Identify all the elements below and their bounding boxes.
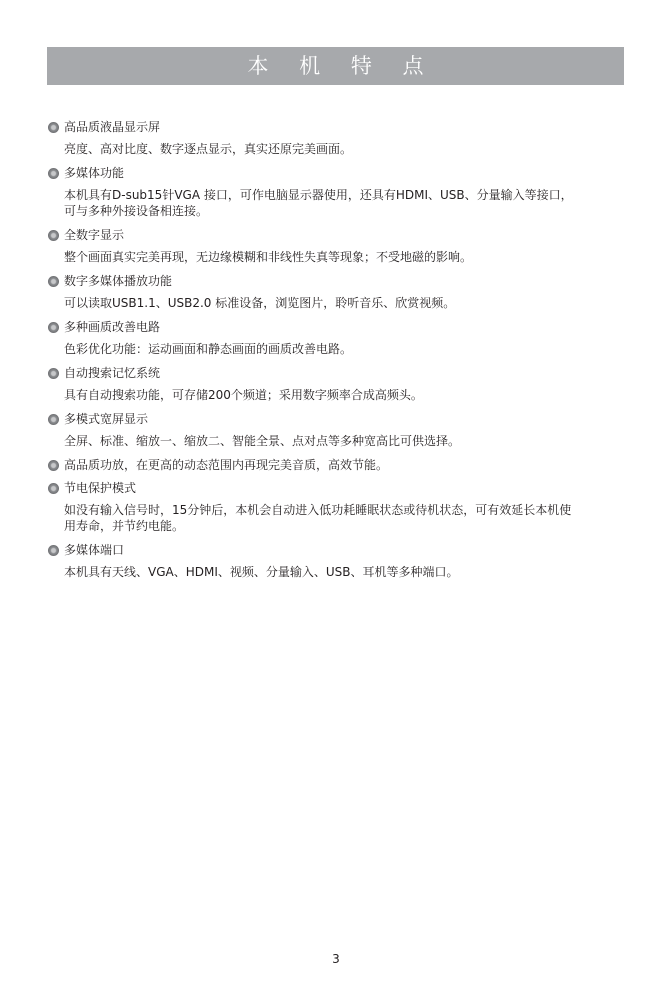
- circle-bullet-icon: [48, 460, 59, 471]
- feature-item: [47, 408, 632, 454]
- feature-item: [47, 224, 632, 270]
- feature-item: [47, 116, 632, 162]
- feature-heading: 自动搜索记忆系统: [64, 366, 161, 380]
- feature-description: 亮度、高对比度、数字逐点显示，真实还原完美画面。: [64, 142, 353, 156]
- feature-item: [47, 362, 632, 408]
- feature-description: 用寿命，并节约电能。: [64, 519, 185, 533]
- circle-bullet-icon: [48, 276, 59, 287]
- feature-item: [47, 454, 632, 477]
- feature-description: 全屏、标准、缩放一、缩放二、智能全景、点对点等多种宽高比可供选择。: [64, 434, 461, 448]
- feature-item: [47, 316, 632, 362]
- feature-description: 可与多种外接设备相连接。: [64, 204, 209, 218]
- feature-description: 可以读取USB1.1、USB2.0 标准设备，浏览图片，聆听音乐、欣赏视频。: [64, 296, 456, 310]
- feature-heading: 多模式宽屏显示: [64, 412, 149, 426]
- page-number: 3: [332, 952, 340, 966]
- feature-heading: 高品质液晶显示屏: [64, 120, 161, 134]
- circle-bullet-icon: [48, 368, 59, 379]
- page-title: 本 机 特 点: [47, 47, 624, 85]
- feature-item: [47, 477, 632, 539]
- circle-bullet-icon: [48, 168, 59, 179]
- feature-description: 本机具有D-sub15针VGA 接口，可作电脑显示器使用，还具有HDMI、USB、分量输入等接口，: [64, 188, 573, 202]
- feature-description: 具有自动搜索功能，可存储200个频道；采用数字频率合成高频头。: [64, 388, 423, 402]
- feature-heading: 节电保护模式: [64, 481, 137, 495]
- feature-list: [47, 116, 632, 585]
- circle-bullet-icon: [48, 414, 59, 425]
- feature-heading: 高品质功放，在更高的动态范围内再现完美音质，高效节能。: [64, 458, 389, 472]
- feature-item: [47, 162, 632, 224]
- feature-heading: 多种画质改善电路: [64, 320, 161, 334]
- circle-bullet-icon: [48, 230, 59, 241]
- feature-heading: 全数字显示: [64, 228, 125, 242]
- feature-heading: 多媒体端口: [64, 543, 125, 557]
- feature-item: [47, 539, 632, 585]
- circle-bullet-icon: [48, 483, 59, 494]
- feature-heading: 多媒体功能: [64, 166, 125, 180]
- circle-bullet-icon: [48, 322, 59, 333]
- feature-description: 如没有输入信号时，15分钟后，本机会自动进入低功耗睡眠状态或待机状态，可有效延长本机使: [64, 503, 572, 517]
- feature-description: 本机具有天线、VGA、HDMI、视频、分量输入、USB、耳机等多种端口。: [64, 565, 459, 579]
- feature-item: [47, 270, 632, 316]
- circle-bullet-icon: [48, 122, 59, 133]
- feature-description: 整个画面真实完美再现，无边缘模糊和非线性失真等现象；不受地磁的影响。: [64, 250, 473, 264]
- feature-heading: 数字多媒体播放功能: [64, 274, 173, 288]
- circle-bullet-icon: [48, 545, 59, 556]
- feature-description: 色彩优化功能：运动画面和静态画面的画质改善电路。: [64, 342, 353, 356]
